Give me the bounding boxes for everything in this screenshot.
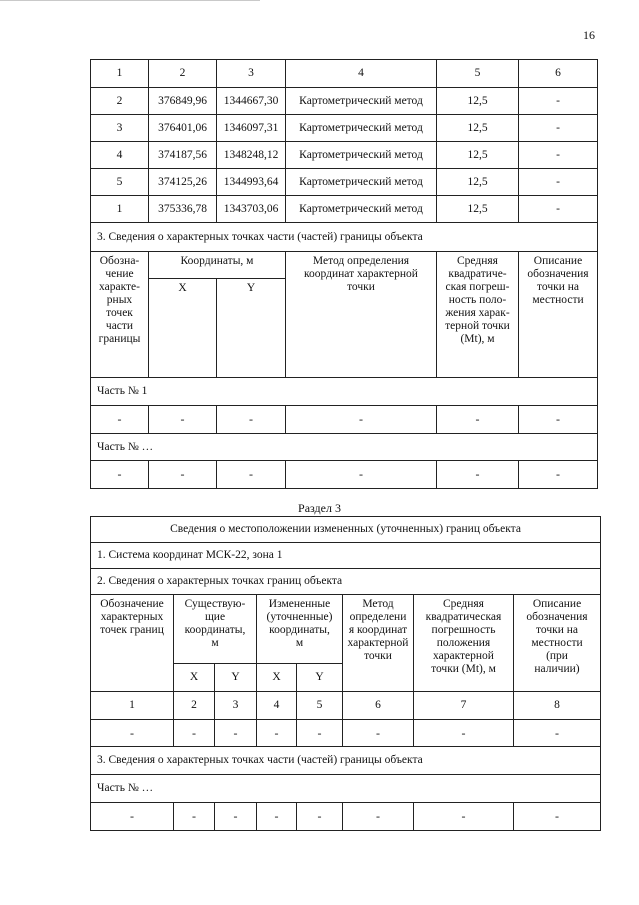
part-label: Часть № 1 bbox=[91, 378, 598, 406]
section-title: Раздел 3 bbox=[298, 501, 341, 515]
col-number: 2 bbox=[174, 692, 215, 720]
description: - bbox=[519, 115, 598, 142]
empty-cell: - bbox=[414, 720, 514, 747]
header-method: Метод определения координат характерной точки bbox=[286, 252, 437, 378]
table-row bbox=[91, 720, 601, 747]
header-y: Y bbox=[297, 664, 343, 692]
x-value: 376849,96 bbox=[149, 88, 217, 115]
header-designation: Обозначение характерных точек границ bbox=[91, 595, 174, 692]
table-row bbox=[91, 461, 598, 489]
empty-cell: - bbox=[91, 803, 174, 831]
column-number-row bbox=[91, 60, 598, 88]
column-number-row bbox=[91, 692, 601, 720]
header-accuracy: Средняя квадратическая погрешность положения характерной точки (Mt), м bbox=[414, 595, 514, 692]
coordinates-table-continuation bbox=[90, 59, 598, 489]
empty-cell: - bbox=[215, 803, 257, 831]
empty-cell: - bbox=[149, 461, 217, 489]
description: - bbox=[519, 196, 598, 223]
header-designation: Обозна- чение характе- рных точек части границы bbox=[91, 252, 149, 378]
description: - bbox=[519, 142, 598, 169]
page-number: 16 bbox=[583, 28, 595, 42]
x-value: 376401,06 bbox=[149, 115, 217, 142]
header-accuracy: Средняя квадратиче- ская погреш- ность поло- жения харак- терной точки (Mt), м bbox=[437, 252, 519, 378]
empty-cell: - bbox=[297, 720, 343, 747]
y-value: 1344667,30 bbox=[217, 88, 286, 115]
empty-cell: - bbox=[437, 461, 519, 489]
empty-cell: - bbox=[286, 406, 437, 434]
point-id: 1 bbox=[91, 196, 149, 223]
table-row bbox=[91, 88, 598, 115]
table-row bbox=[91, 169, 598, 196]
table-row bbox=[91, 196, 598, 223]
part-label: Часть № … bbox=[91, 775, 601, 803]
method: Картометрический метод bbox=[286, 115, 437, 142]
point-id: 2 bbox=[91, 88, 149, 115]
point-id: 3 bbox=[91, 115, 149, 142]
empty-cell: - bbox=[257, 803, 297, 831]
empty-cell: - bbox=[149, 406, 217, 434]
header-x: X bbox=[149, 279, 217, 378]
description: - bbox=[519, 88, 598, 115]
col-number: 8 bbox=[514, 692, 601, 720]
col-number: 4 bbox=[286, 60, 437, 88]
top-rule bbox=[0, 0, 260, 1]
table-row bbox=[91, 142, 598, 169]
empty-cell: - bbox=[286, 461, 437, 489]
changed-boundaries-table bbox=[90, 516, 601, 831]
header-changed-coordinates: Измененные (уточненные) координаты, м bbox=[257, 595, 343, 664]
method: Картометрический метод bbox=[286, 88, 437, 115]
empty-cell: - bbox=[297, 803, 343, 831]
table-row bbox=[91, 115, 598, 142]
y-value: 1343703,06 bbox=[217, 196, 286, 223]
method: Картометрический метод bbox=[286, 142, 437, 169]
header-x: X bbox=[174, 664, 215, 692]
section-heading: 3. Сведения о характерных точках части (частей) границы объекта bbox=[91, 223, 598, 252]
accuracy: 12,5 bbox=[437, 88, 519, 115]
empty-cell: - bbox=[514, 720, 601, 747]
col-number: 4 bbox=[257, 692, 297, 720]
col-number: 3 bbox=[215, 692, 257, 720]
header-y: Y bbox=[215, 664, 257, 692]
header-x: X bbox=[257, 664, 297, 692]
table-row bbox=[91, 803, 601, 831]
empty-cell: - bbox=[174, 720, 215, 747]
section-heading: 2. Сведения о характерных точках границ объекта bbox=[91, 569, 601, 595]
empty-cell: - bbox=[257, 720, 297, 747]
table-row bbox=[91, 406, 598, 434]
header-description: Описание обозначения точки на местности (при наличии) bbox=[514, 595, 601, 692]
part-label: Часть № … bbox=[91, 434, 598, 461]
header-method: Метод определени я координат характерной точки bbox=[343, 595, 414, 692]
col-number: 5 bbox=[297, 692, 343, 720]
point-id: 5 bbox=[91, 169, 149, 196]
x-value: 374125,26 bbox=[149, 169, 217, 196]
method: Картометрический метод bbox=[286, 169, 437, 196]
empty-cell: - bbox=[437, 406, 519, 434]
header-description: Описание обозначения точки на местности bbox=[519, 252, 598, 378]
empty-cell: - bbox=[519, 461, 598, 489]
empty-cell: - bbox=[519, 406, 598, 434]
accuracy: 12,5 bbox=[437, 169, 519, 196]
empty-cell: - bbox=[217, 406, 286, 434]
empty-cell: - bbox=[91, 461, 149, 489]
col-number: 3 bbox=[217, 60, 286, 88]
point-id: 4 bbox=[91, 142, 149, 169]
empty-cell: - bbox=[343, 803, 414, 831]
x-value: 375336,78 bbox=[149, 196, 217, 223]
empty-cell: - bbox=[514, 803, 601, 831]
section-heading: 3. Сведения о характерных точках части (частей) границы объекта bbox=[91, 747, 601, 775]
accuracy: 12,5 bbox=[437, 115, 519, 142]
col-number: 6 bbox=[343, 692, 414, 720]
col-number: 5 bbox=[437, 60, 519, 88]
empty-cell: - bbox=[215, 720, 257, 747]
empty-cell: - bbox=[343, 720, 414, 747]
y-value: 1348248,12 bbox=[217, 142, 286, 169]
coordinate-system: 1. Система координат МСК-22, зона 1 bbox=[91, 543, 601, 569]
col-number: 2 bbox=[149, 60, 217, 88]
y-value: 1346097,31 bbox=[217, 115, 286, 142]
method: Картометрический метод bbox=[286, 196, 437, 223]
accuracy: 12,5 bbox=[437, 196, 519, 223]
header-y: Y bbox=[217, 279, 286, 378]
x-value: 374187,56 bbox=[149, 142, 217, 169]
empty-cell: - bbox=[414, 803, 514, 831]
empty-cell: - bbox=[91, 406, 149, 434]
empty-cell: - bbox=[91, 720, 174, 747]
empty-cell: - bbox=[217, 461, 286, 489]
col-number: 6 bbox=[519, 60, 598, 88]
col-number: 1 bbox=[91, 692, 174, 720]
col-number: 1 bbox=[91, 60, 149, 88]
empty-cell: - bbox=[174, 803, 215, 831]
col-number: 7 bbox=[414, 692, 514, 720]
y-value: 1344993,64 bbox=[217, 169, 286, 196]
description: - bbox=[519, 169, 598, 196]
header-coordinates: Координаты, м bbox=[149, 252, 286, 279]
table-title: Сведения о местоположении измененных (уточненных) границ объекта bbox=[91, 517, 601, 543]
accuracy: 12,5 bbox=[437, 142, 519, 169]
header-existing-coordinates: Существую- щие координаты, м bbox=[174, 595, 257, 664]
